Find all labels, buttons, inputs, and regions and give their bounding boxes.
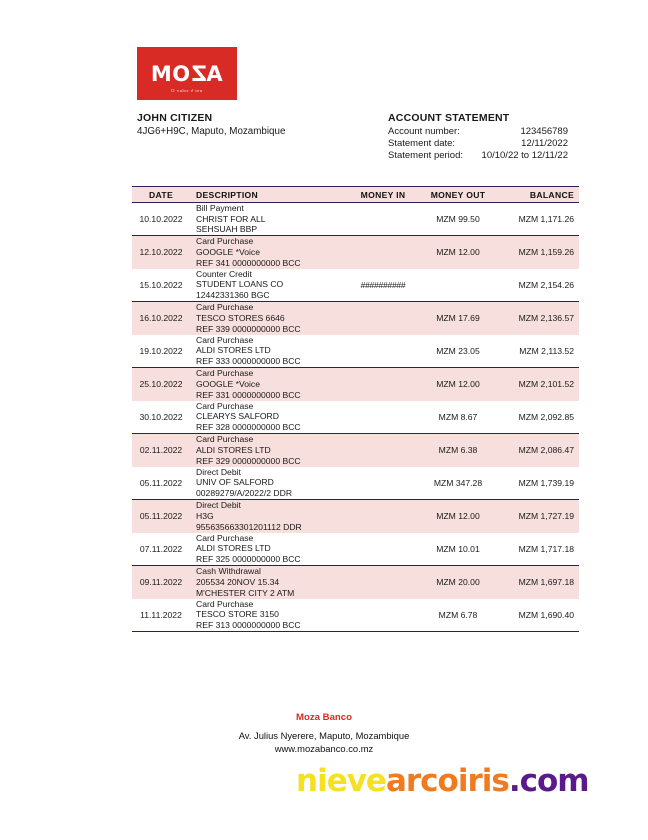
- column-header-money-out: MONEY OUT: [420, 187, 496, 203]
- cell-money-in: [346, 533, 420, 566]
- description-line-2: H3G: [196, 510, 214, 521]
- cell-money-in: [346, 335, 420, 368]
- cell-balance: MZM 2,154.26: [518, 279, 574, 290]
- description-line-1: Direct Debit: [196, 500, 241, 511]
- description-line-3: REF 329 0000000000 BCC: [196, 455, 301, 466]
- cell-money-out: MZM 6.38: [420, 434, 496, 467]
- description-line-3: REF 341 0000000000 BCC: [196, 257, 301, 268]
- watermark-part-2: arcoiris: [385, 763, 509, 799]
- description-line-1: Card Purchase: [196, 236, 254, 247]
- description-line-3: SEHSUAH BBP: [196, 224, 258, 235]
- cell-money-out: MZM 347.28: [433, 477, 483, 488]
- customer-name: JOHN CITIZEN: [137, 112, 213, 124]
- table-row: [132, 500, 579, 533]
- cell-money-in: [346, 302, 420, 335]
- cell-balance: MZM 1,690.40: [496, 599, 579, 632]
- cell-description: [190, 467, 346, 500]
- cell-money-in: [346, 599, 420, 632]
- description-line-1: Card Purchase: [196, 334, 254, 345]
- cell-balance: MZM 2,086.47: [496, 434, 579, 467]
- cell-money-out: MZM 23.05: [436, 345, 480, 356]
- cell-date: 25.10.2022: [132, 368, 190, 401]
- customer-address: 4JG6+H9C, Maputo, Mozambique: [137, 126, 286, 137]
- statement-period-label: Statement period:: [388, 150, 463, 161]
- logo-tagline: O valor é teu: [171, 87, 203, 93]
- description-line-1: Card Purchase: [196, 302, 254, 313]
- cell-balance: MZM 1,171.26: [518, 214, 574, 224]
- logo-wordmark: MOZA: [150, 61, 224, 86]
- cell-date: 09.11.2022: [132, 566, 190, 599]
- cell-money-out: MZM 17.69: [420, 302, 496, 335]
- cell-date: 30.10.2022: [139, 411, 183, 422]
- statement-date-row: [388, 138, 568, 149]
- cell-money-out: MZM 12.00: [420, 500, 496, 533]
- column-header-balance: BALANCE: [496, 187, 579, 203]
- cell-balance: MZM 1,697.18: [496, 566, 579, 599]
- description-line-3: 955635663301201112 DDR: [196, 521, 302, 532]
- cell-description: [190, 401, 346, 434]
- footer-address: Av. Julius Nyerere, Maputo, Mozambique: [238, 730, 410, 741]
- cell-money-in: [346, 434, 420, 467]
- table-row: [132, 236, 579, 269]
- cell-description: [190, 335, 346, 368]
- table-row: [132, 434, 579, 467]
- table-row: [132, 335, 579, 368]
- description-line-2: TESCO STORE 3150: [196, 609, 279, 620]
- watermark: [296, 763, 589, 799]
- transactions-table: [132, 186, 579, 632]
- cell-date: 12.10.2022: [132, 236, 190, 269]
- column-header-date: DATE: [132, 187, 190, 203]
- description-line-2: ALDI STORES LTD: [196, 444, 271, 455]
- cell-date: 11.11.2022: [132, 599, 190, 632]
- description-line-3: REF 328 0000000000 BCC: [196, 422, 301, 433]
- cell-description: [190, 368, 346, 401]
- cell-description: [190, 434, 346, 467]
- cell-balance: MZM 1,727.19: [496, 500, 579, 533]
- column-header-description: DESCRIPTION: [190, 187, 346, 203]
- cell-money-out: MZM 99.50: [436, 214, 480, 224]
- description-line-2: GOOGLE *Voice: [196, 246, 261, 257]
- cell-money-out: MZM 6.78: [420, 599, 496, 632]
- cell-money-in: [346, 467, 420, 500]
- account-number-label: Account number:: [388, 126, 460, 137]
- cell-date: 02.11.2022: [132, 434, 190, 467]
- cell-balance: MZM 1,159.26: [496, 236, 579, 269]
- cell-description: [190, 203, 346, 236]
- statement-date-value: 12/11/2022: [521, 138, 568, 149]
- cell-date: 05.11.2022: [139, 477, 183, 488]
- statement-period-row: [388, 150, 568, 161]
- description-line-3: REF 333 0000000000 BCC: [196, 356, 301, 367]
- cell-description: [190, 500, 346, 533]
- description-line-2: CHRIST FOR ALL: [196, 213, 266, 224]
- moza-logo: [137, 47, 237, 100]
- cell-money-in: [346, 203, 420, 236]
- description-line-2: GOOGLE *Voice: [196, 378, 261, 389]
- cell-money-in: [346, 236, 420, 269]
- cell-date: 10.10.2022: [139, 214, 183, 224]
- table-row: [132, 599, 579, 632]
- cell-money-in: [346, 368, 420, 401]
- description-line-1: Cash Withdrawal: [196, 566, 261, 577]
- description-line-1: Card Purchase: [196, 400, 254, 411]
- table-row: [132, 302, 579, 335]
- cell-balance: MZM 2,092.85: [518, 411, 574, 422]
- statement-date-label: Statement date:: [388, 138, 456, 149]
- page-title: ACCOUNT STATEMENT: [388, 112, 510, 124]
- description-line-2: TESCO STORES 6646: [196, 312, 285, 323]
- cell-description: [190, 533, 346, 566]
- cell-money-out: MZM 8.67: [438, 411, 478, 422]
- description-line-3: REF 331 0000000000 BCC: [196, 389, 301, 400]
- cell-balance: MZM 2,113.52: [519, 345, 574, 356]
- cell-money-in: ##########: [360, 279, 406, 290]
- cell-money-out: MZM 10.01: [436, 543, 480, 554]
- table-row: [132, 566, 579, 599]
- table-row: [132, 269, 579, 302]
- cell-money-out: MZM 12.00: [420, 368, 496, 401]
- cell-money-out: [420, 269, 496, 302]
- description-line-3: REF 313 0000000000 BCC: [196, 620, 301, 631]
- description-line-2: ALDI STORES LTD: [196, 345, 271, 356]
- cell-description: [190, 236, 346, 269]
- account-number-value: 123456789: [520, 126, 568, 137]
- table-header-row: [132, 187, 579, 203]
- table-header: [132, 187, 579, 203]
- cell-money-in: [346, 500, 420, 533]
- description-line-1: Counter Credit: [196, 268, 252, 279]
- description-line-3: REF 339 0000000000 BCC: [196, 323, 301, 334]
- cell-balance: MZM 2,136.57: [496, 302, 579, 335]
- cell-description: [190, 302, 346, 335]
- description-line-1: Card Purchase: [196, 368, 254, 379]
- description-line-3: REF 325 0000000000 BCC: [196, 554, 301, 565]
- description-line-2: ALDI STORES LTD: [196, 543, 271, 554]
- cell-date: 15.10.2022: [139, 279, 183, 290]
- description-line-2: 205534 20NOV 15.34: [196, 576, 280, 587]
- description-line-1: Bill Payment: [196, 203, 244, 214]
- cell-money-out: MZM 20.00: [420, 566, 496, 599]
- watermark-part-3: .com: [508, 763, 589, 799]
- cell-balance: MZM 2,101.52: [496, 368, 579, 401]
- footer-bank-name: Moza Banco: [296, 712, 352, 723]
- description-line-3: 12442331360 BGC: [196, 290, 270, 301]
- description-line-1: Card Purchase: [196, 434, 254, 445]
- table-row: [132, 467, 579, 500]
- table-body: [132, 203, 579, 632]
- cell-date: 05.11.2022: [132, 500, 190, 533]
- cell-money-in: [346, 566, 420, 599]
- table-row: [132, 203, 579, 236]
- statement-period-value: 10/10/22 to 12/11/22: [481, 150, 568, 161]
- description-line-1: Direct Debit: [196, 466, 241, 477]
- cell-description: [190, 566, 346, 599]
- column-header-money-in: MONEY IN: [346, 187, 420, 203]
- cell-balance: MZM 1,739.19: [518, 477, 574, 488]
- cell-money-out: MZM 12.00: [420, 236, 496, 269]
- watermark-part-1: nieve: [296, 763, 386, 799]
- description-line-2: STUDENT LOANS CO: [196, 279, 284, 290]
- table-row: [132, 533, 579, 566]
- description-line-3: M'CHESTER CITY 2 ATM: [196, 587, 295, 598]
- description-line-2: UNIV OF SALFORD: [196, 477, 274, 488]
- cell-balance: MZM 1,717.18: [518, 543, 574, 554]
- footer-website: www.mozabanco.co.mz: [274, 743, 374, 754]
- description-line-1: Card Purchase: [196, 598, 254, 609]
- cell-description: [190, 269, 346, 302]
- table-row: [132, 368, 579, 401]
- cell-date: 19.10.2022: [139, 345, 183, 356]
- cell-date: 16.10.2022: [132, 302, 190, 335]
- cell-money-in: [346, 401, 420, 434]
- table-row: [132, 401, 579, 434]
- cell-date: 07.11.2022: [139, 543, 183, 554]
- description-line-1: Card Purchase: [196, 532, 254, 543]
- cell-description: [190, 599, 346, 632]
- description-line-2: CLEARYS SALFORD: [196, 411, 279, 422]
- description-line-3: 00289279/A/2022/2 DDR: [196, 488, 293, 499]
- account-number-row: [388, 126, 568, 137]
